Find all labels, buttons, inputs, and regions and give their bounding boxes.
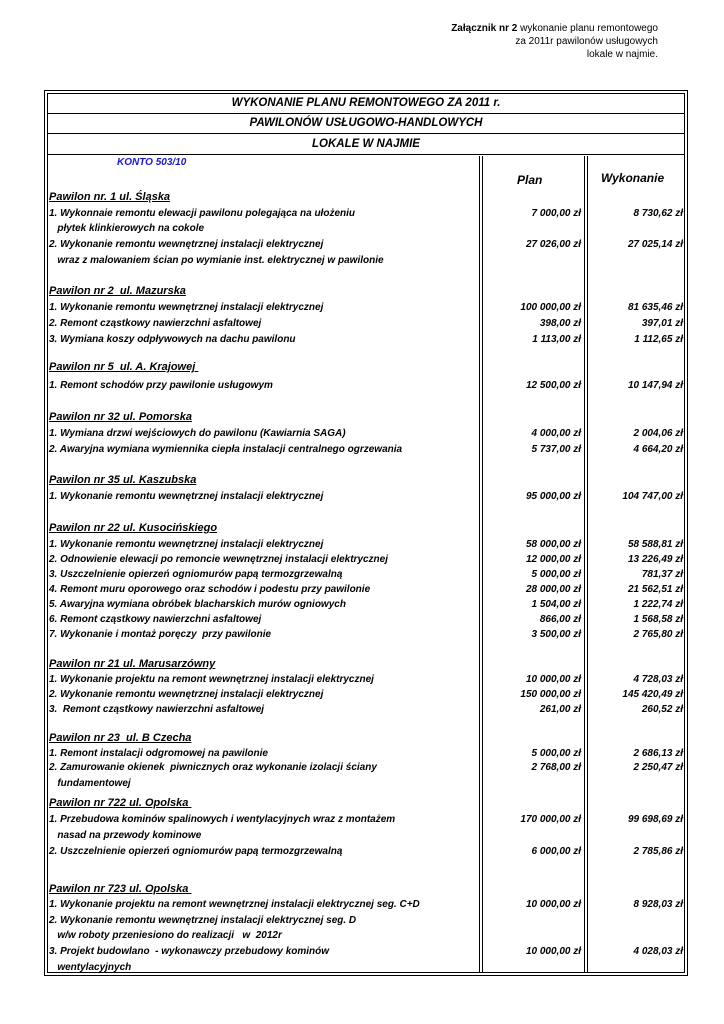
item-description: 1. Wykonanie remontu wewnętrznej instalacji elektrycznej (49, 539, 324, 550)
plan-amount: 261,00 zł (539, 704, 581, 715)
plan-amount: 10 000,00 zł (525, 899, 581, 910)
pavilion-heading: Pawilon nr 22 ul. Kusocińskiego (49, 522, 218, 534)
item-description: 4. Remont muru oporowego oraz schodów i podestu przy pawilonie (49, 584, 371, 595)
item-description: w/w roboty przeniesiono do realizacji w 2012r (49, 930, 282, 941)
plan-amount: 5 000,00 zł (531, 569, 581, 580)
plan-amount: 398,00 zł (539, 318, 581, 329)
item-description: 6. Remont cząstkowy nawierzchni asfaltowej (49, 614, 262, 625)
executed-amount: 145 420,49 zł (622, 689, 683, 700)
account-code: KONTO 503/10 (117, 157, 187, 168)
table-title-1: WYKONANIE PLANU REMONTOWEGO ZA 2011 r. (48, 94, 684, 114)
item-description: 2. Wykonanie remontu wewnętrznej instalacji elektrycznej seg. D (49, 915, 357, 926)
attachment-note (358, 22, 658, 61)
item-description: 2. Awaryjna wymiana wymiennika ciepła instalacji centralnego ogrzewania (49, 444, 403, 455)
pavilion-heading: Pawilon nr. 1 ul. Śląska (49, 191, 171, 203)
plan-amount: 3 500,00 zł (531, 629, 581, 640)
executed-amount: 58 588,81 zł (627, 539, 683, 550)
executed-amount: 4 028,03 zł (633, 946, 683, 957)
item-description: nasad na przewody kominowe (49, 830, 202, 841)
item-description: 3. Wymiana koszy odpływowych na dachu pawilonu (49, 334, 296, 345)
item-description: 2. Uszczelnienie opierzeń ogniomurów papą termozgrzewalną (49, 846, 343, 857)
column-divider (479, 156, 480, 972)
plan-amount: 1 504,00 zł (531, 599, 581, 610)
plan-amount: 58 000,00 zł (525, 539, 581, 550)
item-description: wraz z malowaniem ścian po wymianie inst. elektrycznej w pawilonie (49, 255, 384, 266)
pavilion-heading: Pawilon nr 723 ul. Opolska (49, 883, 192, 895)
item-description: 7. Wykonanie i montaż poręczy przy pawilonie (49, 629, 272, 640)
item-description: 3. Projekt budowlano - wykonawczy przebudowy kominów (49, 946, 330, 957)
executed-amount: 2 004,06 zł (633, 428, 683, 439)
item-description: 3. Remont cząstkowy nawierzchni asfaltowej (49, 704, 265, 715)
plan-amount: 100 000,00 zł (520, 302, 581, 313)
pavilion-heading: Pawilon nr 5 ul. A. Krajowej (49, 361, 199, 373)
plan-amount: 28 000,00 zł (525, 584, 581, 595)
item-description: 2. Odnowienie elewacji po remoncie wewnętrznej instalacji elektrycznej (49, 554, 389, 565)
item-description: płytek klinkierowych na cokole (49, 223, 205, 234)
executed-amount: 4 728,03 zł (633, 674, 683, 685)
executed-amount: 21 562,51 zł (627, 584, 683, 595)
table-title-2: PAWILONÓW USŁUGOWO-HANDLOWYCH (48, 114, 684, 134)
plan-amount: 2 768,00 zł (531, 762, 581, 773)
plan-amount: 6 000,00 zł (531, 846, 581, 857)
plan-amount: 95 000,00 zł (525, 491, 581, 502)
item-description: wentylacyjnych (49, 962, 132, 973)
plan-amount: 10 000,00 zł (525, 946, 581, 957)
renovation-table (44, 90, 688, 976)
executed-amount: 1 222,74 zł (633, 599, 683, 610)
executed-amount: 4 664,20 zł (633, 444, 683, 455)
item-description: 1. Przebudowa kominów spalinowych i wentylacyjnych wraz z montażem (49, 814, 396, 825)
pavilion-heading: Pawilon nr 35 ul. Kaszubska (49, 474, 197, 486)
plan-amount: 27 026,00 zł (525, 239, 581, 250)
column-divider (584, 156, 585, 972)
column-divider (587, 156, 588, 972)
executed-amount: 13 226,49 zł (627, 554, 683, 565)
pavilion-heading: Pawilon nr 722 ul. Opolska (49, 797, 192, 809)
plan-amount: 12 500,00 zł (525, 380, 581, 391)
executed-amount: 10 147,94 zł (627, 380, 683, 391)
item-description: 1. Wykonnaie remontu elewacji pawilonu polegająca na ułożeniu (49, 208, 355, 219)
executed-amount: 2 686,13 zł (633, 748, 683, 759)
item-description: 1. Wymiana drzwi wejściowych do pawilonu (Kawiarnia SAGA) (49, 428, 346, 439)
column-header-plan: Plan (517, 173, 543, 187)
executed-amount: 260,52 zł (641, 704, 683, 715)
executed-amount: 781,37 zł (641, 569, 683, 580)
item-description: 1. Wykonanie projektu na remont wewnętrznej instalacji elektrycznej (49, 674, 374, 685)
item-description: 2. Remont cząstkowy nawierzchni asfaltowej (49, 318, 262, 329)
plan-amount: 866,00 zł (539, 614, 581, 625)
item-description: 2. Wykonanie remontu wewnętrznej instalacji elektrycznej (49, 239, 324, 250)
item-description: 1. Wykonanie projektu na remont wewnętrznej instalacji elektrycznej seg. C+D (49, 899, 420, 910)
attachment-line2: za 2011r pawilonów usługowych (515, 36, 658, 47)
executed-amount: 1 568,58 zł (633, 614, 683, 625)
item-description: fundamentowej (49, 778, 131, 789)
plan-amount: 4 000,00 zł (531, 428, 581, 439)
executed-amount: 27 025,14 zł (627, 239, 683, 250)
item-description: 3. Uszczelnienie opierzeń ogniomurów papą termozgrzewalną (49, 569, 343, 580)
executed-amount: 8 928,03 zł (633, 899, 683, 910)
table-title-3: LOKALE W NAJMIE (48, 135, 684, 155)
plan-amount: 150 000,00 zł (520, 689, 581, 700)
plan-amount: 1 113,00 zł (532, 334, 581, 345)
plan-amount: 170 000,00 zł (520, 814, 581, 825)
column-header-wykonanie: Wykonanie (601, 171, 665, 185)
pavilion-heading: Pawilon nr 23 ul. B Czecha (49, 732, 192, 744)
item-description: 5. Awaryjna wymiana obróbek blacharskich murów ogniowych (49, 599, 346, 610)
pavilion-heading: Pawilon nr 2 ul. Mazurska (49, 285, 186, 297)
plan-amount: 12 000,00 zł (525, 554, 581, 565)
executed-amount: 8 730,62 zł (633, 208, 683, 219)
item-description: 1. Remont schodów przy pawilonie usługowym (49, 380, 273, 391)
item-description: 2. Zamurowanie okienek piwnicznych oraz wykonanie izolacji ściany (49, 762, 377, 773)
pavilion-heading: Pawilon nr 32 ul. Pomorska (49, 411, 193, 423)
item-description: 2. Wykonanie remontu wewnętrznej instalacji elektrycznej (49, 689, 324, 700)
pavilion-heading: Pawilon nr 21 ul. Marusarzówny (49, 658, 216, 670)
executed-amount: 2 250,47 zł (633, 762, 683, 773)
executed-amount: 2 785,86 zł (633, 846, 683, 857)
attachment-line3: lokale w najmie. (586, 49, 658, 60)
executed-amount: 397,01 zł (641, 318, 683, 329)
item-description: 1. Wykonanie remontu wewnętrznej instalacji elektrycznej (49, 302, 324, 313)
column-divider (482, 156, 483, 972)
executed-amount: 1 112,65 zł (634, 334, 683, 345)
item-description: 1. Remont instalacji odgromowej na pawilonie (49, 748, 268, 759)
executed-amount: 104 747,00 zł (622, 491, 683, 502)
attachment-number: Załącznik nr 2 (451, 23, 518, 34)
executed-amount: 99 698,69 zł (627, 814, 683, 825)
plan-amount: 10 000,00 zł (525, 674, 581, 685)
plan-amount: 5 000,00 zł (531, 748, 581, 759)
attachment-line1: wykonanie planu remontowego (520, 23, 658, 34)
executed-amount: 2 765,80 zł (633, 629, 683, 640)
plan-amount: 7 000,00 zł (531, 208, 581, 219)
item-description: 1. Wykonanie remontu wewnętrznej instalacji elektrycznej (49, 491, 324, 502)
plan-amount: 5 737,00 zł (531, 444, 581, 455)
executed-amount: 81 635,46 zł (627, 302, 683, 313)
